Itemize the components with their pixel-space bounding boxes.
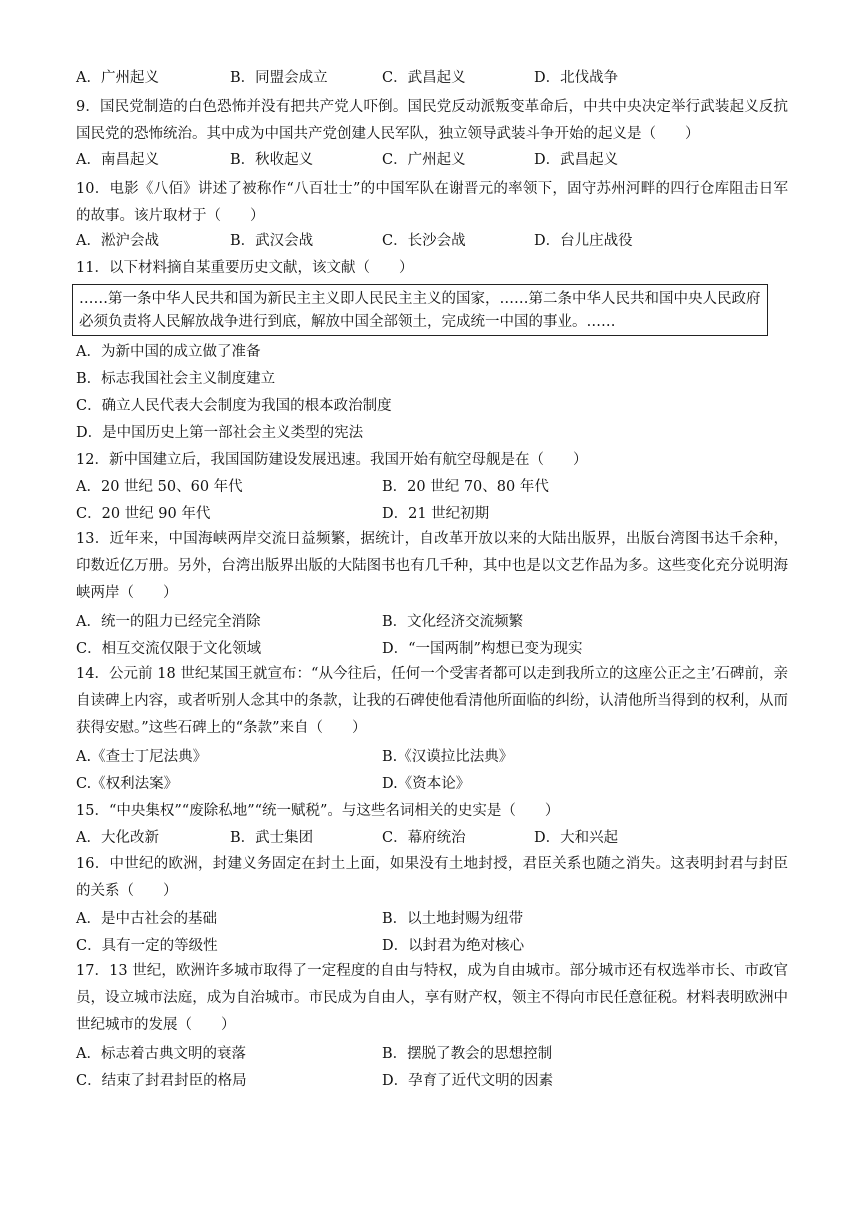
question-13-text: 13．近年来，中国海峡两岸交流日益频繁，据统计，自改革开放以来的大陆出版界，出版台湾图书达千余种，印数近亿万册。另外，台湾出版界出版的大陆图书也有几千种，其中也是以文艺作品为多。这些变化充分说明海峡两岸（ ）: [76, 531, 788, 601]
option-a: A．统一的阻力已经完全消除: [76, 614, 261, 630]
option-d: D．北伐战争: [534, 70, 619, 86]
option-c: C．长沙会战: [382, 233, 466, 249]
option-c: C．确立人民代表大会制度为我国的根本政治制度: [76, 398, 392, 414]
question-10-text: 10．电影《八佰》讲述了被称作“八百壮士”的中国军队在谢晋元的率领下，固守苏州河畔的四行仓库阻击日军的故事。该片取材于（ ）: [76, 181, 788, 224]
option-c: C．相互交流仅限于文化领域: [76, 641, 262, 657]
option-b: B．武汉会战: [230, 233, 314, 249]
option-a: A．南昌起义: [76, 152, 159, 168]
option-a: A．大化改新: [76, 830, 159, 846]
option-a: A．是中古社会的基础: [76, 911, 217, 927]
question-17-text: 17．13 世纪，欧洲许多城市取得了一定程度的自由与特权，成为自由城市。部分城市还有权选举市长、市政官员，设立城市法庭，成为自治城市。市民成为自由人，享有财产权，领主不得向市民任意征税。材料表明欧洲中世纪城市的发展（ ）: [76, 963, 788, 1033]
option-c: C．武昌起义: [382, 70, 466, 86]
option-a: A．为新中国的成立做了准备: [76, 344, 261, 360]
option-b: B．秋收起义: [230, 152, 314, 168]
question-16-text: 16．中世纪的欧洲，封建义务固定在封土上面，如果没有土地封授，君臣关系也随之消失。这表明封君与封臣的关系（ ）: [76, 856, 788, 899]
option-b: B.《汉谟拉比法典》: [382, 749, 514, 765]
option-a: A．淞沪会战: [76, 233, 159, 249]
option-d: D．“一国两制”构想已变为现实: [382, 641, 583, 657]
question-11-text: 11．以下材料摘自某重要历史文献，该文献（ ）: [76, 260, 414, 276]
option-d: D．大和兴起: [534, 830, 619, 846]
option-d: D．台儿庄战役: [534, 233, 633, 249]
option-c: C．具有一定的等级性: [76, 938, 218, 954]
option-d: D．武昌起义: [534, 152, 619, 168]
question-12-text: 12．新中国建立后，我国国防建设发展迅速。我国开始有航空母舰是在（ ）: [76, 452, 588, 468]
option-b: B．以土地封赐为纽带: [382, 911, 524, 927]
option-b: B．同盟会成立: [230, 70, 328, 86]
option-a: A．广州起义: [76, 70, 159, 86]
option-d: D．孕育了近代文明的因素: [382, 1073, 554, 1089]
option-b: B．文化经济交流频繁: [382, 614, 524, 630]
option-d: D.《资本论》: [382, 776, 471, 792]
option-c: C．结束了封君封臣的格局: [76, 1073, 247, 1089]
option-a: A.《查士丁尼法典》: [76, 749, 208, 765]
option-c: C．幕府统治: [382, 830, 466, 846]
question-15-text: 15．“中央集权”“废除私地”“统一赋税”。与这些名词相关的史实是（ ）: [76, 803, 560, 819]
question-14-text: 14．公元前 18 世纪某国王就宣布：“从今往后，任何一个受害者都可以走到我所立的这座公正之主’石碑前，亲自读碑上内容，或者听别人念其中的条款，让我的石碑使他看清他所面临的纠纷，认清他所当得到的权利，从而获得安慰。”这些石碑上的“条款”来自（ ）: [76, 666, 788, 736]
option-b: B．20 世纪 70、80 年代: [382, 479, 549, 495]
option-a: A．标志着古典文明的衰落: [76, 1046, 246, 1062]
option-b: B．武士集团: [230, 830, 314, 846]
option-c: C．20 世纪 90 年代: [76, 506, 211, 522]
option-a: A．20 世纪 50、60 年代: [76, 479, 243, 495]
option-d: D．以封君为绝对核心: [382, 938, 525, 954]
material-box: ……第一条中华人民共和国为新民主主义即人民民主主义的国家，……第二条中华人民共和国中央人民政府必须负责将人民解放战争进行到底，解放中国全部领土，完成统一中国的事业。……: [72, 284, 768, 336]
option-d: D．21 世纪初期: [382, 506, 490, 522]
option-d: D．是中国历史上第一部社会主义类型的宪法: [76, 425, 364, 441]
question-9-text: 9．国民党制造的白色恐怖并没有把共产党人吓倒。国民党反动派叛变革命后，中共中央决定举行武装起义反抗国民党的恐怖统治。其中成为中国共产党创建人民军队，独立领导武装斗争开始的起义是（ ）: [76, 99, 788, 142]
option-b: B．标志我国社会主义制度建立: [76, 371, 276, 387]
option-c: C.《权利法案》: [76, 776, 179, 792]
option-c: C．广州起义: [382, 152, 466, 168]
option-b: B．摆脱了教会的思想控制: [382, 1046, 553, 1062]
